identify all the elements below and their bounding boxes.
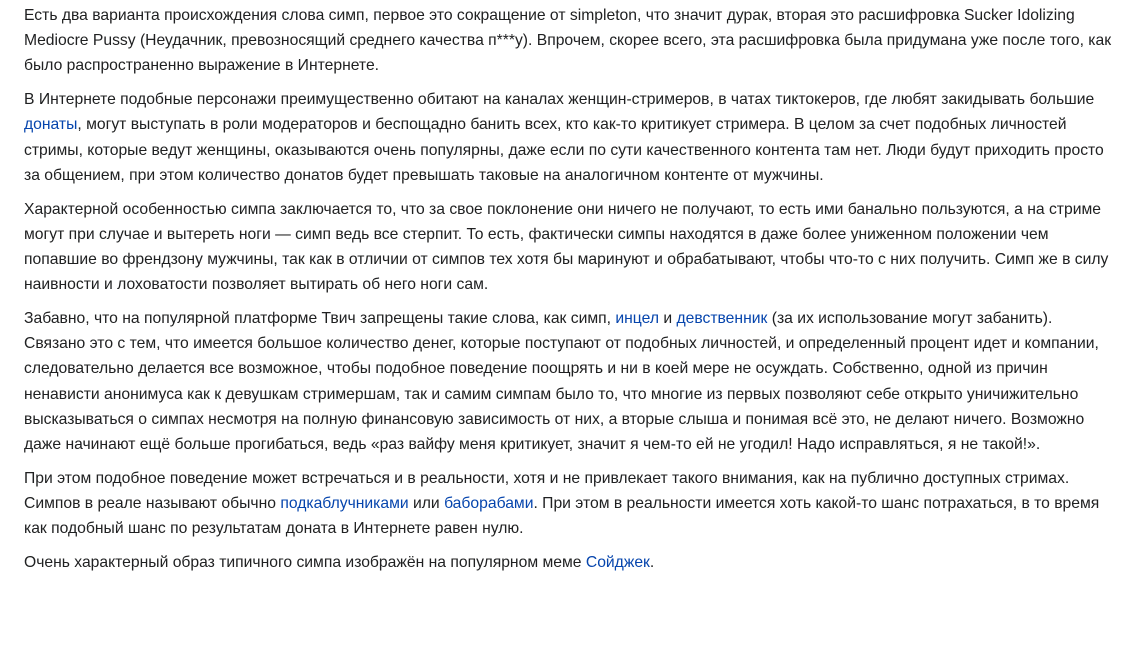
article-body — [24, 3, 1114, 584]
inline-link[interactable]: баборабами — [444, 495, 534, 513]
article-paragraph — [24, 87, 1114, 188]
paragraph-text: Характерной особенностью симпа заключается то, что за свое поклонение они ничего не получают, то есть ими банально пользуются, а на стриме могут при случае и вытереть ноги — симп ведь все стерпит. То есть, фактически симпы находятся в даже более униженном положении чем попавшие во френдзону мужчины, так как в отличии от симпов тех хотя бы маринуют и обрабатывают, чтобы что-то с них получить. Симп же в силу наивности и лоховатости позволяет вытирать об него ноги сам. — [24, 200, 1109, 294]
paragraph-text: В Интернете подобные персонажи преимущественно обитают на каналах женщин-стримеров, в чатах тиктокеров, где любят закидывать большие — [24, 91, 1095, 109]
paragraph-text: . При этом в реальности имеется хоть какой-то шанс потрахаться, в то время как подобный шанс по результатам доната в Интернете равен нулю. — [24, 495, 1100, 538]
article-paragraph — [24, 197, 1114, 298]
paragraph-text: При этом подобное поведение может встречаться и в реальности, хотя и не привлекает такого внимания, как на публично доступных стримах. Симпов в реале называют обычно — [24, 469, 1070, 513]
inline-link[interactable]: подкаблучниками — [280, 495, 409, 513]
paragraph-text: или — [408, 495, 445, 513]
paragraph-text: , могут выступать в роли модераторов и беспощадно банить всех, кто как-то критикует стримера. В целом за счет подобных личностей стримы, которые ведут женщины, оказываются очень популярны, даже если по сути качественного контента там нет. Люди будут приходить просто за общением, при этом количество донатов будет превышать таковые на аналогичном контенте от мужчины. — [24, 116, 1104, 184]
inline-link[interactable]: девственник — [676, 310, 768, 328]
paragraph-text: . — [649, 554, 655, 572]
inline-link[interactable]: Сойджек — [585, 554, 650, 572]
paragraph-text: Очень характерный образ типичного симпа изображён на популярном меме — [24, 554, 586, 572]
inline-link[interactable]: инцел — [615, 310, 659, 328]
article-paragraph — [24, 306, 1114, 457]
inline-link[interactable]: донаты — [24, 116, 78, 134]
article-paragraph — [24, 466, 1114, 542]
article-paragraph — [24, 3, 1114, 79]
article-paragraph — [24, 550, 1114, 575]
paragraph-text: Есть два варианта происхождения слова симп, первое это сокращение от simpleton, что значит дурак, вторая это расшифровка Sucker Idolizing Mediocre Pussy (Неудачник, превозносящий среднего качества п***у). Впрочем, скорее всего, эта расшифровка была придумана уже после того, как было распространенно выражение в Интернете. — [24, 7, 1112, 75]
paragraph-text: Забавно, что на популярной платформе Твич запрещены такие слова, как симп, — [24, 310, 616, 328]
paragraph-text: (за их использование могут забанить). Связано это с тем, что имеется большое количество денег, которые поступают от подобных личностей, и определенный процент идет и компании, следовательно делается все возможное, чтобы подобное поведение поощрять и ни в коей мере не осуждать. Собственно, одной из причин ненависти анонимуса как к девушкам стримершам, так и самим симпам было то, что многие из первых позволяют себе открыто уничижительно высказываться о симпах несмотря на полную финансовую зависимость от них, а вторые слыша и понимая всё это, не делают ничего. Возможно даже начинают ещё больше прогибаться, ведь «раз вайфу меня критикует, значит я чем-то ей не угодил! Надо исправляться, я не такой!». — [24, 310, 1099, 454]
paragraph-text: и — [658, 310, 677, 328]
